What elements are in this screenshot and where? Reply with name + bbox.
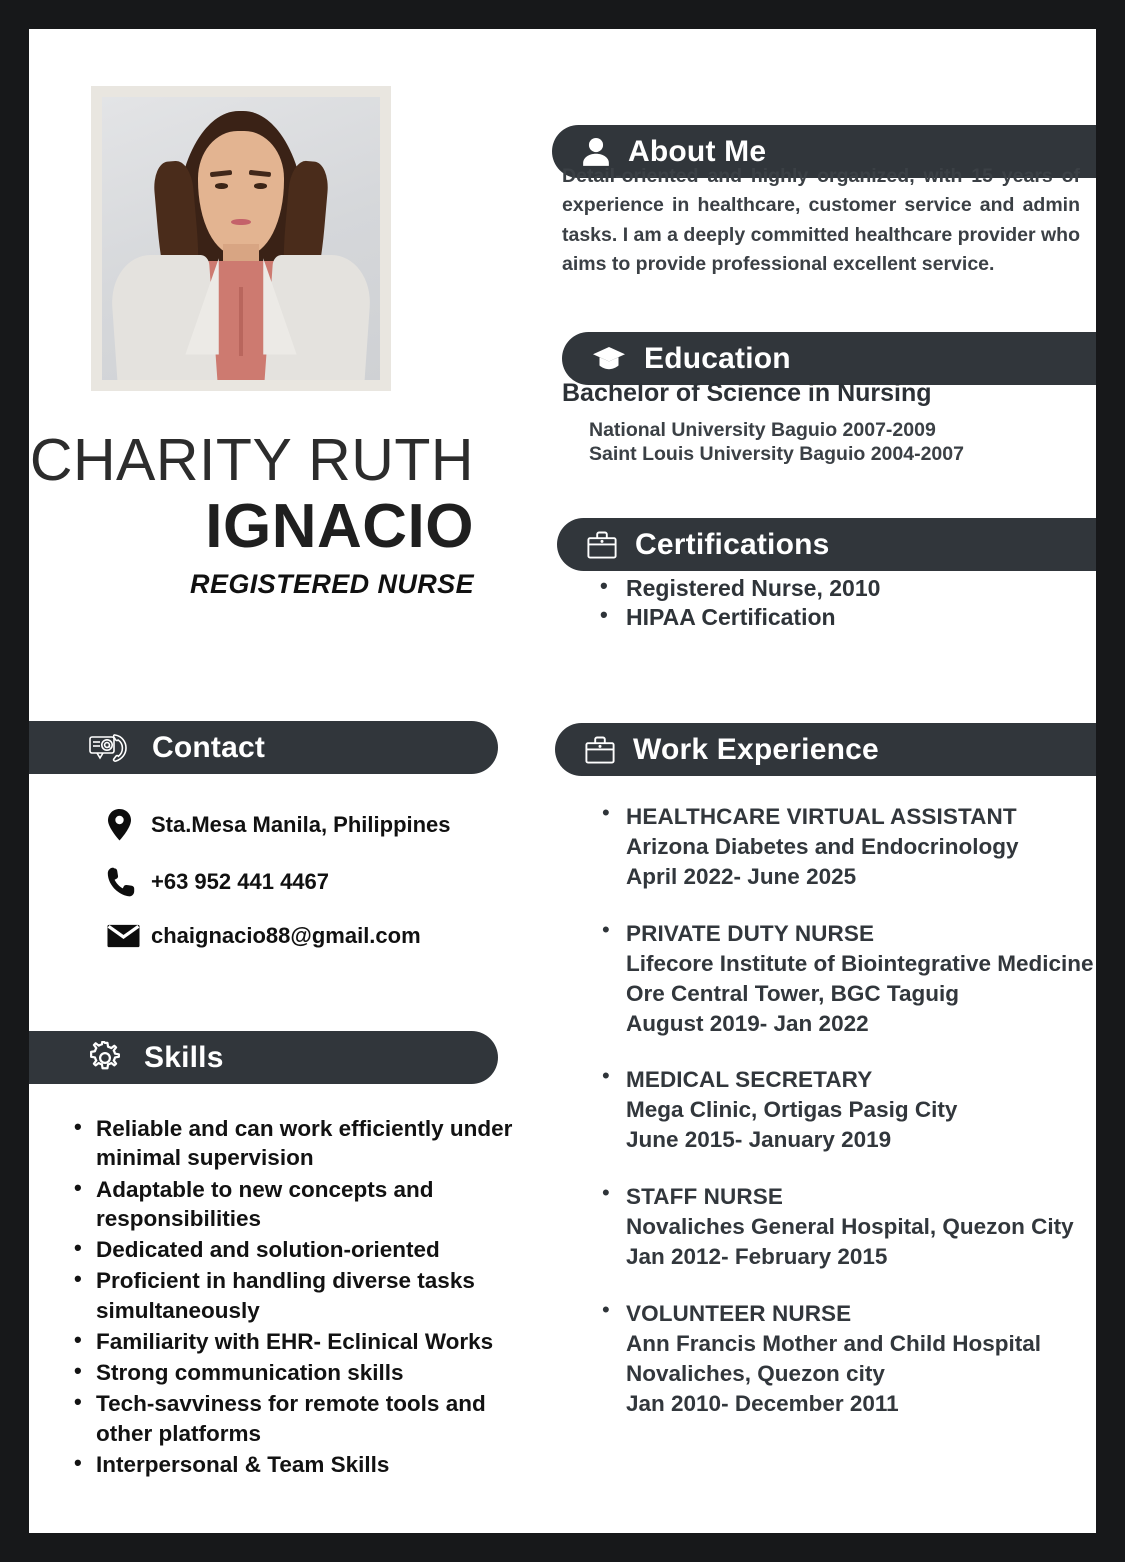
job-employer: Arizona Diabetes and Endocrinology [626, 833, 1019, 859]
job-dates: Jan 2010- December 2011 [626, 1390, 899, 1416]
list-item: • Familiarity with EHR- Eclinical Works [74, 1327, 544, 1356]
resume-page [29, 29, 1096, 1533]
list-item [584, 919, 1094, 1039]
job-role: • PRIVATE DUTY NURSE [626, 920, 875, 946]
list-item: • Tech-savviness for remote tools and other platforms [74, 1389, 544, 1448]
list-item: • Registered Nurse, 2010 [584, 574, 1084, 603]
job-employer: Ann Francis Mother and Child Hospital [626, 1330, 1042, 1356]
contact-list [29, 809, 509, 975]
job-employer: Lifecore Institute of Biointegrative Medicine [626, 950, 1094, 976]
about-section-title: About Me [628, 134, 767, 168]
briefcase-icon [587, 530, 617, 560]
list-item [584, 1299, 1094, 1419]
name-block [29, 429, 509, 600]
education-schools [562, 419, 1082, 466]
job-dates: August 2019- Jan 2022 [626, 1010, 869, 1036]
gear-icon [88, 1041, 122, 1075]
contact-section-header [29, 721, 498, 774]
job-role: • VOLUNTEER NURSE [626, 1300, 852, 1326]
list-item: • Dedicated and solution-oriented [74, 1235, 544, 1264]
location-pin-icon [107, 809, 151, 841]
job-location: Novaliches, Quezon city [626, 1360, 885, 1386]
job-role: • MEDICAL SECRETARY [626, 1067, 873, 1093]
phone-icon [107, 867, 151, 897]
contact-location [29, 809, 509, 841]
job-role: • HEALTHCARE VIRTUAL ASSISTANT [626, 804, 1017, 829]
skills-section-header [29, 1031, 498, 1084]
certifications-section-title: Certifications [635, 527, 830, 561]
education-block [562, 379, 1082, 466]
envelope-icon [107, 924, 151, 948]
education-section-header [562, 332, 1096, 385]
work-experience-section-header [555, 723, 1096, 776]
last-name: IGNACIO [205, 491, 474, 561]
briefcase-icon [585, 735, 615, 765]
job-employer: Novaliches General Hospital, Quezon City [626, 1214, 1074, 1240]
certifications-section-header [557, 518, 1096, 571]
list-item: • Interpersonal & Team Skills [74, 1450, 544, 1479]
work-experience-list [584, 802, 1094, 1446]
work-experience-section-title: Work Experience [633, 732, 879, 766]
contact-section-title: Contact [152, 730, 266, 764]
contact-email-value: chaignacio88@gmail.com [151, 923, 421, 948]
certifications-list [584, 574, 1084, 633]
list-item [584, 1065, 1094, 1155]
job-location: Ore Central Tower, BGC Taguig [626, 980, 959, 1006]
contact-card-phone-icon [88, 732, 130, 764]
first-name: CHARITY RUTH [29, 427, 474, 493]
list-item: • Reliable and can work efficiently under minimal supervision [74, 1114, 544, 1173]
job-dates: June 2015- January 2019 [626, 1127, 892, 1153]
education-school-item: Saint Louis University Baguio 2004-2007 [589, 442, 964, 465]
graduation-cap-icon [592, 345, 626, 373]
profile-photo [102, 97, 380, 380]
list-item [584, 1182, 1094, 1272]
skills-section-title: Skills [144, 1040, 224, 1074]
job-employer: Mega Clinic, Ortigas Pasig City [626, 1097, 958, 1123]
list-item: • Adaptable to new concepts and responsibilities [74, 1175, 544, 1234]
job-dates: April 2022- June 2025 [626, 863, 857, 889]
contact-phone-value: +63 952 441 4467 [151, 869, 330, 894]
job-role: • STAFF NURSE [626, 1184, 783, 1210]
education-section-title: Education [644, 341, 791, 375]
contact-location-value: Sta.Mesa Manila, Philippines [151, 812, 451, 837]
job-title: REGISTERED NURSE [190, 568, 474, 599]
list-item: • Proficient in handling diverse tasks simultaneously [74, 1266, 544, 1325]
skills-list [74, 1114, 544, 1481]
job-dates: Jan 2012- February 2015 [626, 1244, 888, 1270]
education-school-item: National University Baguio 2007-2009 [589, 419, 936, 441]
list-item: • Strong communication skills [74, 1358, 544, 1387]
contact-email [29, 923, 509, 949]
contact-phone [29, 867, 509, 897]
list-item: • HIPAA Certification [584, 603, 1084, 632]
about-text: Detail-oriented and highly organized, with 15 years of experience in healthcare, customer service and admin tasks. I am a deeply committed healthcare provider who aims to provide professional excellent service. [562, 165, 1081, 275]
list-item [584, 802, 1094, 892]
profile-photo-frame [91, 86, 391, 391]
education-degree: Bachelor of Science in Nursing [562, 379, 932, 407]
